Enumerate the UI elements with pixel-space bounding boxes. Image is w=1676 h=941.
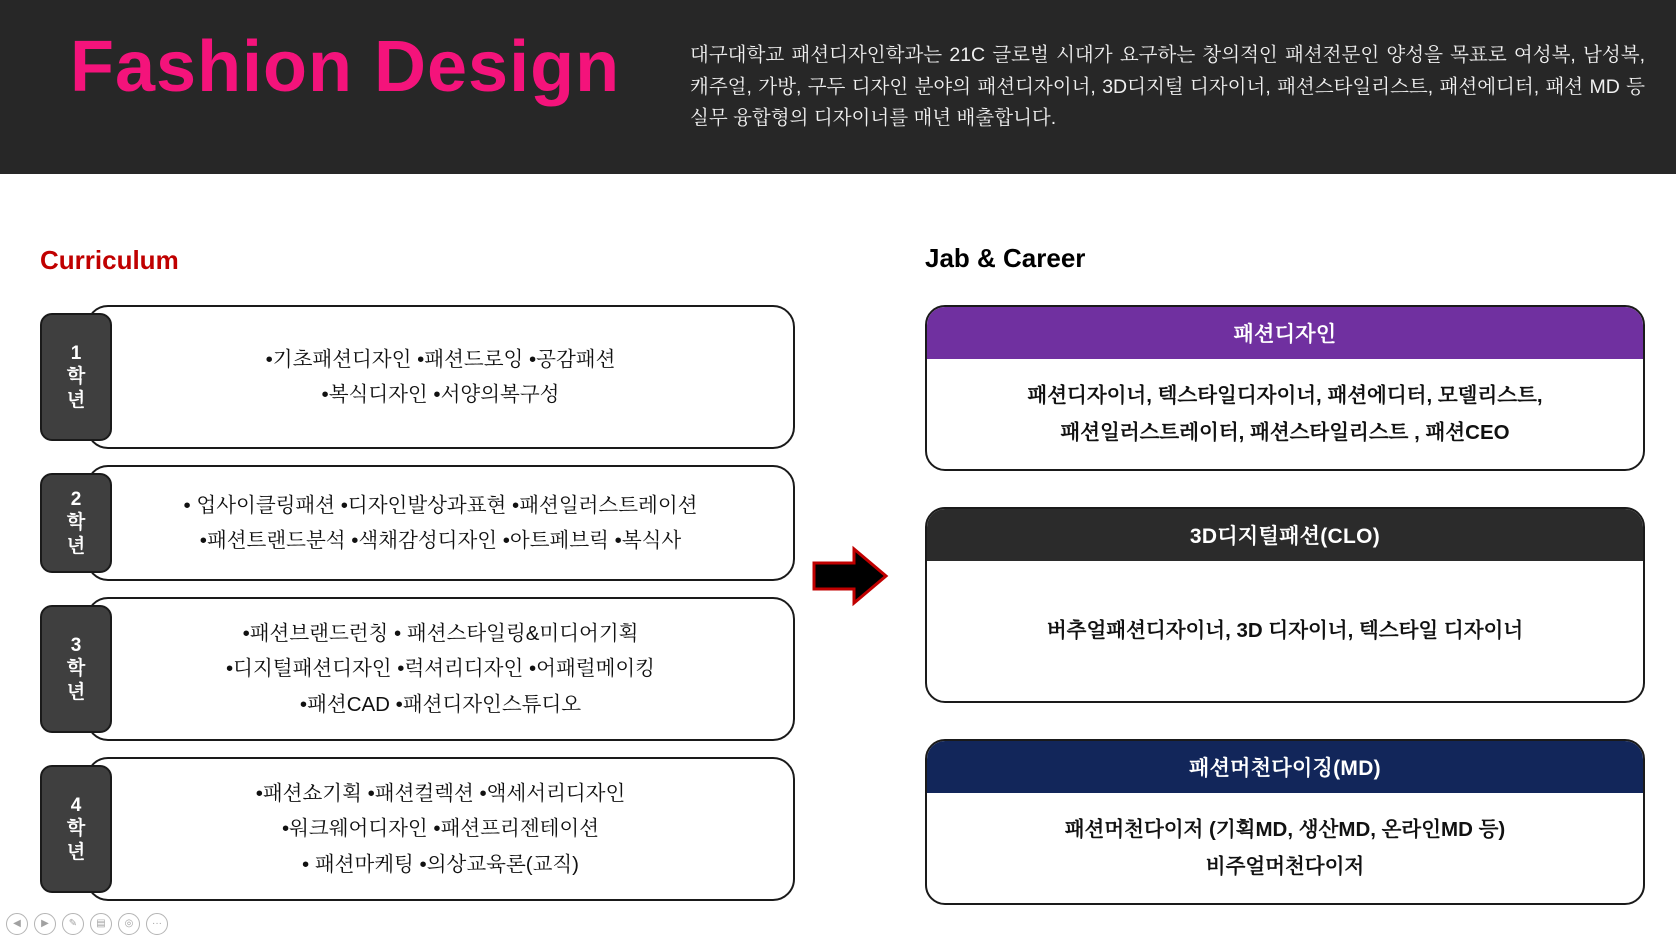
header-band [0,0,1676,174]
curriculum-line: •패션쇼기획 •패션컬렉션 •액세서리디자인 [255,782,626,806]
header-description-text: 대구대학교 패션디자인학과는 21C 글로벌 시대가 요구하는 창의적인 패션전문인 양성을 목표로 여성복, 남성복, 캐주얼, 가방, 구두 디자인 분야의 패션디자이너, 3D디지털 디자이너, 패션스타일리스트, 패션에디터, 패션 MD 등 실무 융합형의 디자이너를 매년 배출합니다. [690,44,1645,130]
curriculum-year-row [40,465,795,581]
career-line: 버추얼패션디자이너, 3D 디자이너, 텍스타일 디자이너 [1046,619,1524,643]
curriculum-line: •디지털패션디자인 •럭셔리디자인 •어패럴메이킹 [226,657,655,681]
more-options-button[interactable]: ··· [146,913,168,935]
career-block-heading: 3D디지털패션(CLO) [927,509,1643,561]
career-block-body [927,793,1643,903]
year-badge-char-nyeon: 년 [66,535,86,557]
pen-tool-button[interactable]: ✎ [62,913,84,935]
career-line: 비주얼머천다이저 [1205,855,1365,878]
career-line: 패션머천다이저 (기획MD, 생산MD, 온라인MD 등) [1064,817,1506,841]
year-badge-char-hak: 학 [66,818,86,840]
career-block-fashion-design [925,305,1645,471]
career-block-fashion-merchandising [925,739,1645,905]
curriculum-line: • 패션마케팅 •의상교육론(교직) [301,852,580,876]
curriculum-line: •패션브랜드런칭 • 패션스타일링&미디어기획 [242,622,639,646]
presentation-toolbar[interactable] [6,913,168,935]
career-line: 패션일러스트레이터, 패션스타일리스트 , 패션CEO [1060,421,1510,444]
year-badge-char-nyeon: 년 [66,681,86,703]
curriculum-card-3 [86,597,795,741]
career-block-heading: 패션디자인 [927,307,1643,359]
year-badge-char-hak: 학 [66,512,86,534]
curriculum-line: •기초패션디자인 •패션드로잉 •공감패션 [265,347,616,371]
year-badge-number: 1 [70,343,82,365]
career-block-body [927,561,1643,701]
year-badge-1 [40,313,112,441]
curriculum-card-4 [86,757,795,901]
curriculum-line: •패션트랜드분석 •색채감성디자인 •아트페브릭 •복식사 [199,529,682,552]
career-block-3d-digital-fashion [925,507,1645,703]
slide-overview-button[interactable]: ▤ [90,913,112,935]
curriculum-year-row [40,757,795,901]
curriculum-year-row [40,597,795,741]
next-slide-button[interactable]: ▶ [34,913,56,935]
curriculum-line: •워크웨어디자인 •패션프리젠테이션 [281,817,600,841]
year-badge-number: 3 [70,635,82,657]
year-badge-char-nyeon: 년 [66,389,86,411]
page-title: Fashion Design [70,27,621,107]
zoom-button[interactable]: ◎ [118,913,140,935]
right-arrow-icon [810,545,890,607]
year-badge-char-hak: 학 [66,366,86,388]
curriculum-line: •복식디자인 •서양의복구성 [321,383,560,406]
curriculum-card-2 [86,465,795,581]
curriculum-line: • 업사이클링패션 •디자인발상과표현 •패션일러스트레이션 [183,493,698,517]
career-list [925,305,1645,941]
year-badge-char-hak: 학 [66,658,86,680]
previous-slide-button[interactable]: ◀ [6,913,28,935]
year-badge-3 [40,605,112,733]
curriculum-list [40,305,795,917]
career-block-heading: 패션머천다이징(MD) [927,741,1643,793]
year-badge-number: 4 [70,795,82,817]
curriculum-card-1 [86,305,795,449]
year-badge-number: 2 [70,489,82,511]
year-badge-4 [40,765,112,893]
year-badge-char-nyeon: 년 [66,841,86,863]
year-badge-2 [40,473,112,573]
career-block-body [927,359,1643,469]
curriculum-section-title: Curriculum [40,245,179,275]
curriculum-line: •패션CAD •패션디자인스튜디오 [299,692,582,716]
career-line: 패션디자이너, 텍스타일디자이너, 패션에디터, 모델리스트, [1027,383,1543,407]
header-description [690,40,1645,135]
career-section-title: Jab & Career [925,243,1086,273]
curriculum-year-row [40,305,795,449]
